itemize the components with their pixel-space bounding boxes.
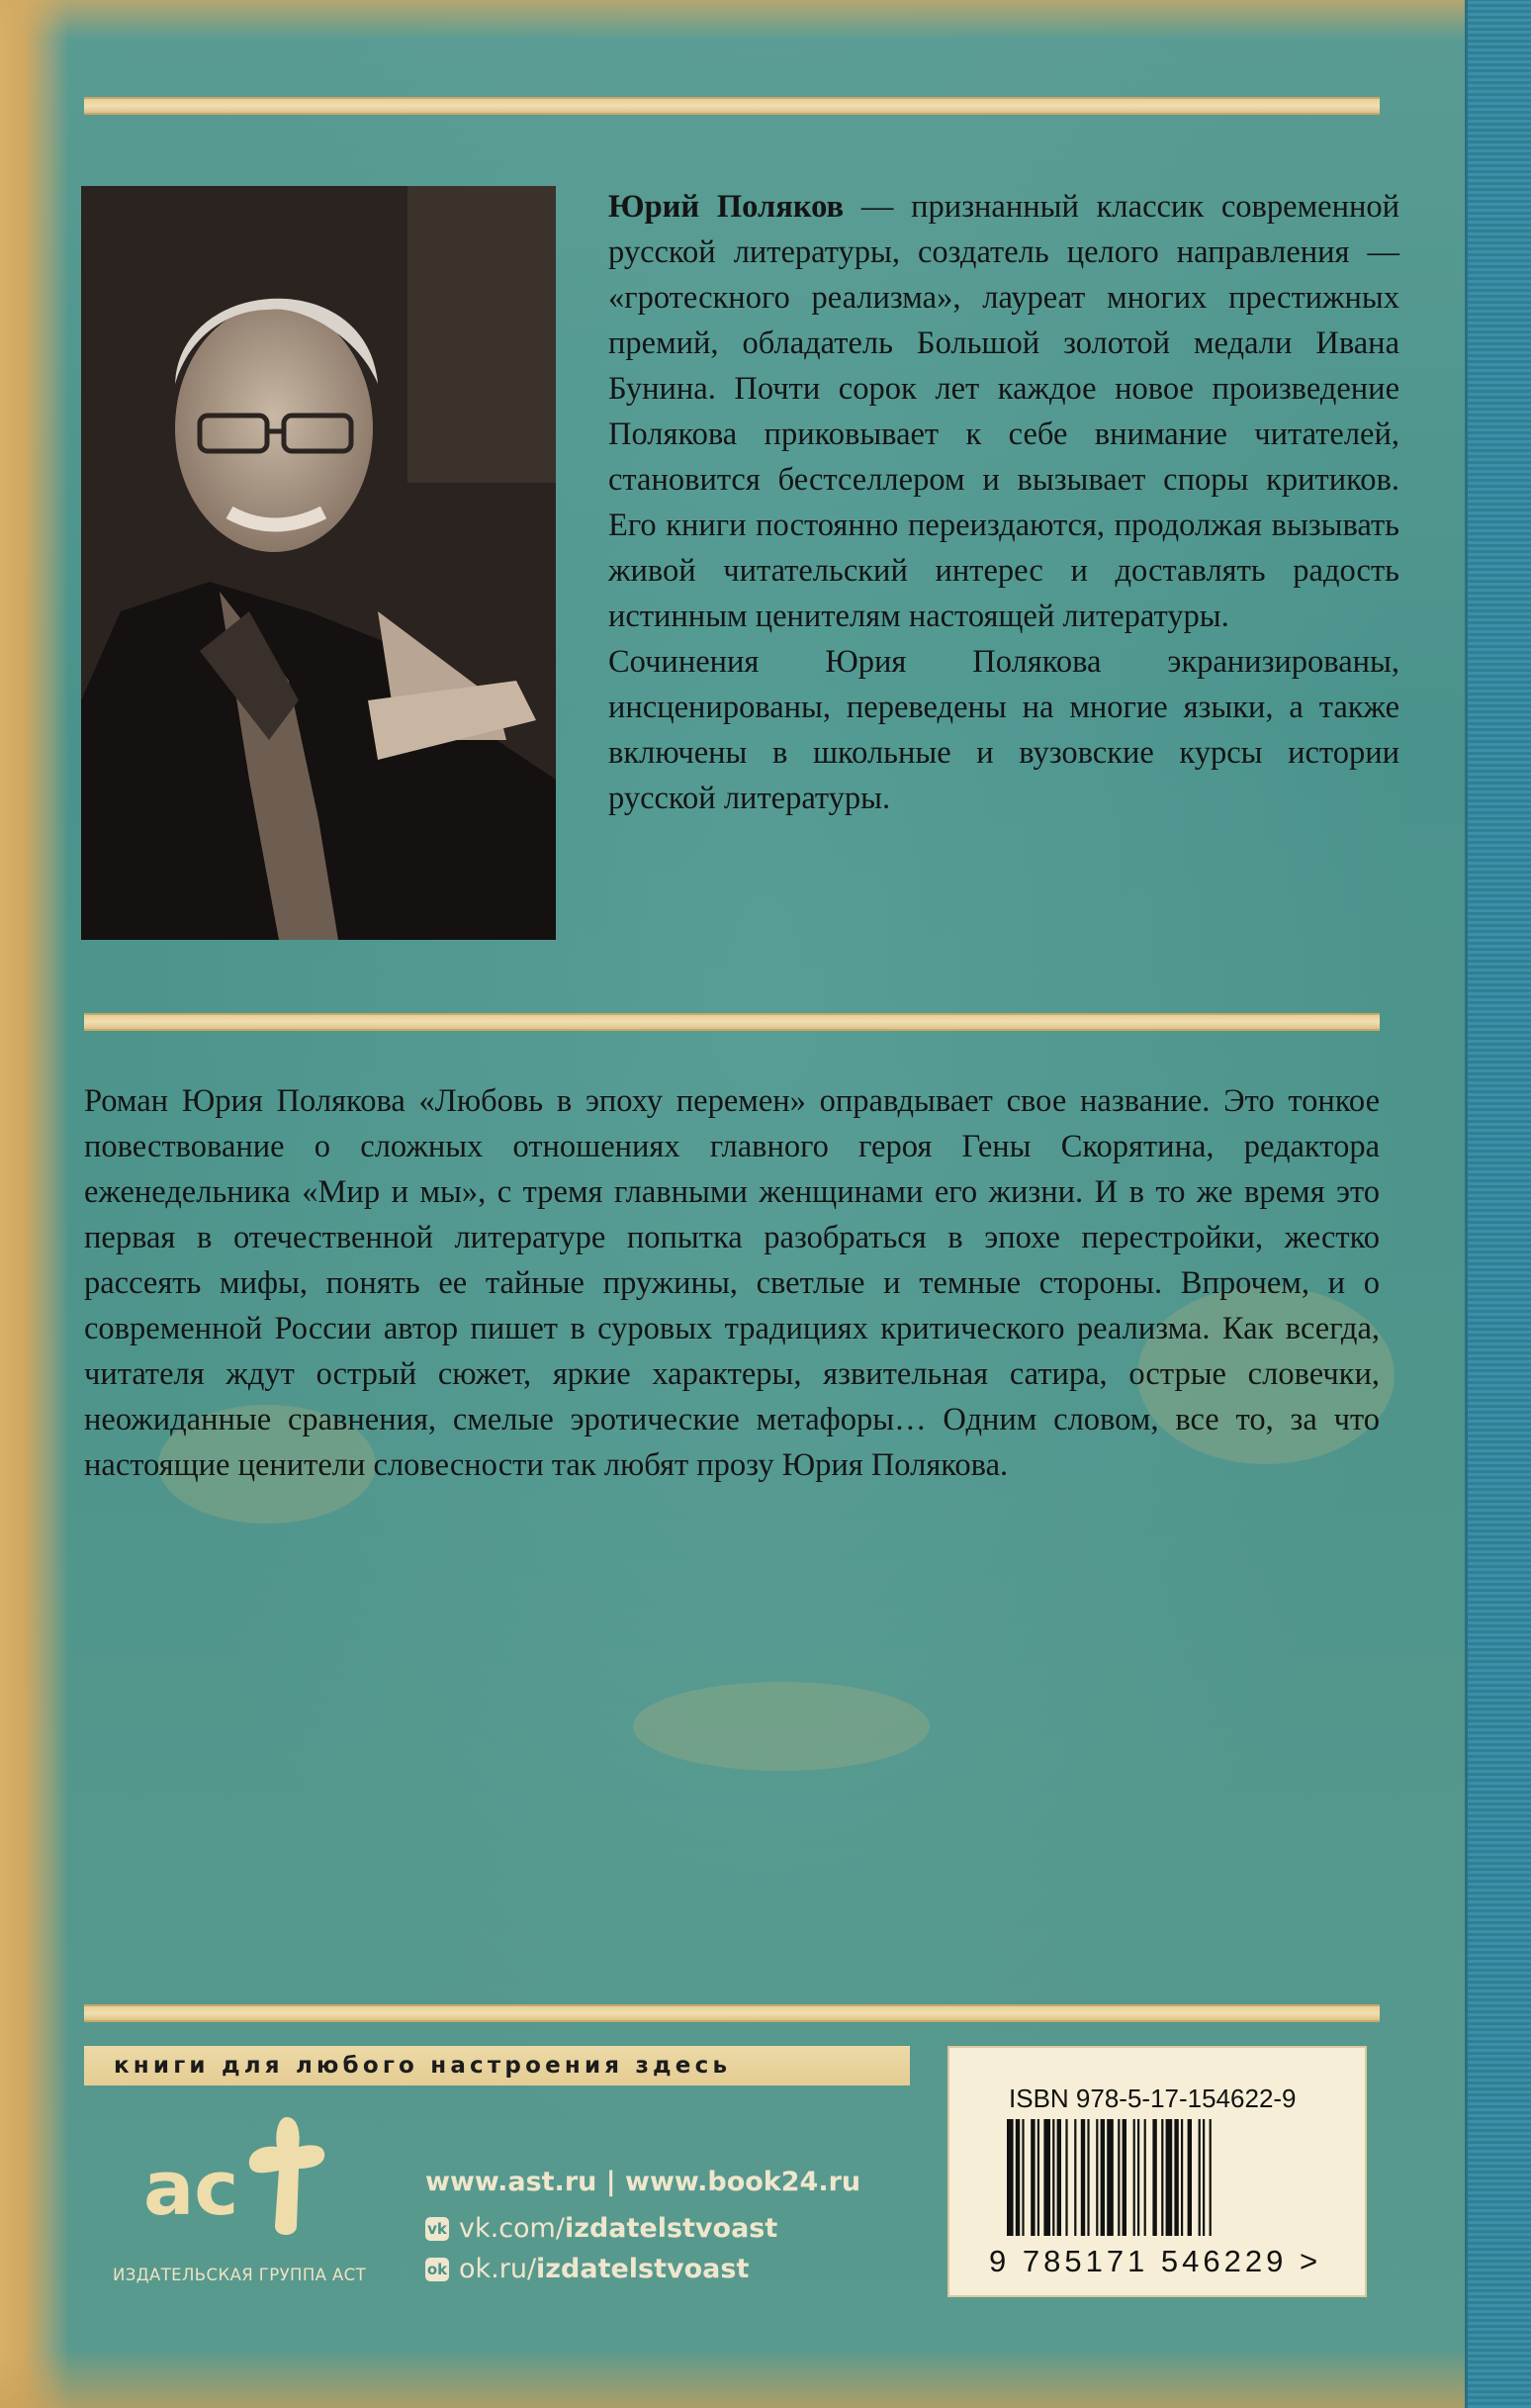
publisher-caption: ИЗДАТЕЛЬСКАЯ ГРУППА АСТ: [113, 2266, 367, 2284]
website-links[interactable]: www.ast.ru | www.book24.ru: [425, 2167, 861, 2197]
barcode-bar: [1210, 2119, 1212, 2236]
ok-icon: ok: [425, 2258, 449, 2281]
barcode-bar: [1065, 2119, 1067, 2236]
barcode-bar: [1037, 2119, 1039, 2236]
barcode-bar: [1016, 2119, 1020, 2236]
barcode-bar: [1166, 2119, 1173, 2236]
barcode-bar: [1057, 2119, 1061, 2236]
author-photo: [81, 186, 556, 940]
worn-bottom-edge: [0, 2349, 1531, 2408]
barcode-bar: [1144, 2119, 1146, 2236]
barcode-bar: [1174, 2119, 1178, 2236]
barcode-bar: [1081, 2119, 1085, 2236]
barcode-bar: [1133, 2119, 1135, 2236]
author-name: Юрий Поляков: [608, 189, 845, 225]
barcode-bar: [1101, 2119, 1105, 2236]
barcode-bar: [1087, 2119, 1089, 2236]
worn-top-edge: [0, 0, 1531, 40]
author-bio-second-paragraph: Сочинения Юрия Полякова экранизированы, инсценированы, переведены на многие языки, а также включены в школьные и вузовские курсы истории русской литературы.: [608, 644, 1399, 816]
ok-link[interactable]: [425, 2254, 860, 2284]
barcode-bar: [1137, 2119, 1139, 2236]
author-bio-paragraph: [608, 184, 1399, 639]
barcode-bar: [1181, 2119, 1183, 2236]
barcode-bar: [1203, 2119, 1205, 2236]
paper-stain: [633, 1682, 930, 1771]
bottom-divider: [84, 2004, 1380, 2022]
ok-link-prefix: ok.ru/: [459, 2254, 537, 2284]
publisher-links: [425, 2167, 860, 2284]
tagline-text: книги для любого настроения здесь: [114, 2053, 732, 2079]
ast-logo-text: ac: [143, 2144, 239, 2232]
barcode-bar: [1052, 2119, 1054, 2236]
middle-divider: [84, 1013, 1380, 1031]
tagline-banner: [84, 2046, 910, 2085]
barcode-bar: [1107, 2119, 1114, 2236]
barcode-bar: [1199, 2119, 1201, 2236]
worn-left-edge: [0, 0, 69, 2408]
author-bio: [608, 184, 1399, 821]
barcode-bar: [1123, 2119, 1126, 2236]
barcode-bar: [1031, 2119, 1035, 2236]
vk-link-handle: izdatelstvoast: [564, 2213, 778, 2244]
ok-link-handle: izdatelstvoast: [536, 2254, 750, 2284]
vk-icon: vk: [425, 2217, 449, 2241]
barcode-bar: [1118, 2119, 1120, 2236]
barcode-bar: [1007, 2119, 1014, 2236]
barcode-bar: [1161, 2119, 1163, 2236]
isbn-label: ISBN 978-5-17-154622-9: [1009, 2084, 1297, 2113]
barcode: [1007, 2119, 1294, 2236]
barcode-bar: [1074, 2119, 1076, 2236]
barcode-bar: [1043, 2119, 1050, 2236]
vk-link-prefix: vk.com/: [459, 2213, 565, 2244]
author-bio-text: — признанный классик современной русской литературы, создатель целого направления — «гротескного реализма», лауреат многих престижных премий, обладатель Большой золотой медали Ивана Бунина. Почти сорок лет каждое новое произведение Полякова приковывает к себе внимание читателей, становится бестселлером и вызывает споры критиков. Его книги постоянно переиздаются, продолжая вызывать живой читательский интерес и доставлять радость истинным ценителям настоящей литературы.: [608, 189, 1399, 634]
ast-logo-icon: [138, 2107, 356, 2246]
barcode-bar: [1096, 2119, 1098, 2236]
book-annotation: Роман Юрия Полякова «Любовь в эпоху перемен» оправдывает свое название. Это тонкое повествование о сложных отношениях главного героя Гены Скорятина, редактора еженедельника «Мир и мы», с тремя главными женщинами его жизни. И в то же время это первая в отечественной литературе попытка разобраться в эпохе перестройки, жестко рассеять мифы, понять ее тайные пружины, светлые и темные стороны. Впрочем, и о современной России автор пишет в суровых традициях критического реализма. Как всегда, читателя ждут острый сюжет, яркие характеры, язвительная сатира, острые словечки, неожиданные сравнения, смелые эротические метафоры… Одним словом, все то, за что настоящие ценители словесности так любят прозу Юрия Полякова.: [84, 1083, 1380, 1483]
barcode-bar: [1152, 2119, 1156, 2236]
vk-link[interactable]: [425, 2213, 860, 2244]
barcode-bar: [1022, 2119, 1024, 2236]
author-portrait-illustration: [81, 186, 556, 940]
barcode-bar: [1188, 2119, 1192, 2236]
book-spine-edge: [1465, 0, 1531, 2408]
isbn-block: [947, 2046, 1367, 2297]
isbn-digits: 9 785171 546229 >: [989, 2244, 1322, 2278]
top-divider: [84, 97, 1380, 115]
